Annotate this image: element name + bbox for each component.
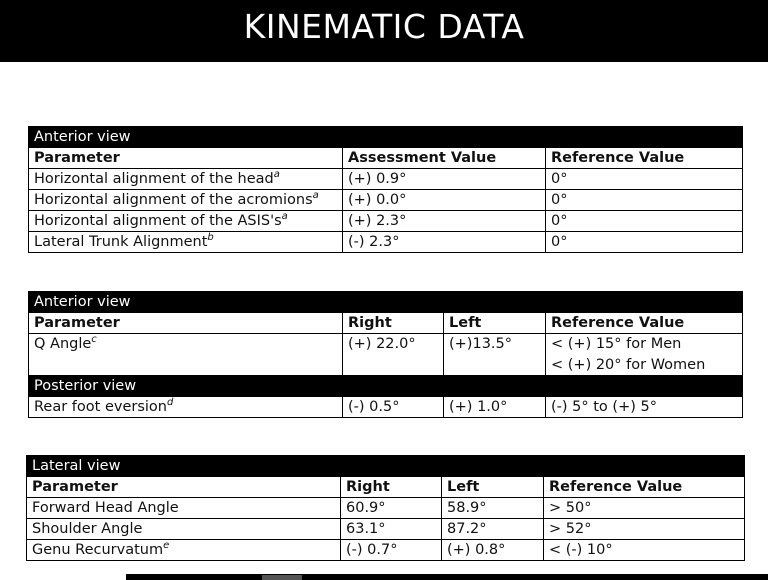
table-row bbox=[29, 334, 743, 355]
column-header-parameter: Parameter bbox=[29, 148, 343, 169]
column-header-left: Left bbox=[442, 477, 544, 498]
assessment-cell: (+) 0.9° bbox=[343, 169, 546, 190]
left-cell: 58.9° bbox=[442, 498, 544, 519]
right-cell: 63.1° bbox=[341, 519, 442, 540]
parameter-cell: Horizontal alignment of the head$^a$ bbox=[29, 169, 343, 190]
table-row bbox=[29, 232, 743, 253]
parameter-cell: Genu Recurvatum$^e$ bbox=[27, 540, 341, 561]
lateral-table bbox=[26, 455, 745, 561]
reference-cell: 0° bbox=[546, 232, 743, 253]
reference-cell: 0° bbox=[546, 190, 743, 211]
anterior-posterior-table bbox=[28, 291, 743, 418]
column-header-reference: Reference Value bbox=[546, 313, 743, 334]
footer-bar bbox=[126, 574, 768, 580]
column-header-parameter: Parameter bbox=[29, 313, 343, 334]
right-cell: (-) 0.7° bbox=[341, 540, 442, 561]
section-heading-lateral: Lateral view bbox=[27, 456, 745, 477]
table-row bbox=[27, 519, 745, 540]
table-row bbox=[29, 169, 743, 190]
left-cell: (+)13.5° bbox=[444, 334, 546, 376]
right-cell: (+) 22.0° bbox=[343, 334, 444, 376]
column-header-reference: Reference Value bbox=[544, 477, 745, 498]
footnote-marker: c bbox=[91, 334, 97, 346]
footnote-marker: a bbox=[281, 211, 288, 223]
parameter-cell: Horizontal alignment of the acromions$^a$ bbox=[29, 190, 343, 211]
table-row bbox=[29, 211, 743, 232]
reference-cell: < (+) 15° for Men bbox=[546, 334, 743, 355]
table-row bbox=[27, 540, 745, 561]
page-title: KINEMATIC DATA bbox=[0, 0, 768, 62]
footer-bar-accent bbox=[262, 575, 302, 580]
column-header-right: Right bbox=[343, 313, 444, 334]
parameter-cell: Lateral Trunk Alignment$^b$ bbox=[29, 232, 343, 253]
left-cell: (+) 0.8° bbox=[442, 540, 544, 561]
footnote-marker: d bbox=[166, 397, 174, 409]
reference-cell: 0° bbox=[546, 211, 743, 232]
reference-cell: < (+) 20° for Women bbox=[546, 355, 743, 376]
parameter-cell: Horizontal alignment of the $ASIS's^a$ bbox=[29, 211, 343, 232]
left-cell: (+) 1.0° bbox=[444, 397, 546, 418]
parameter-cell: Forward Head Angle bbox=[27, 498, 341, 519]
column-header-assessment: Assessment Value bbox=[343, 148, 546, 169]
left-cell: 87.2° bbox=[442, 519, 544, 540]
anterior-assessment-table bbox=[28, 126, 743, 253]
parameter-cell: Q Angle$^c$ bbox=[29, 334, 343, 376]
column-header-left: Left bbox=[444, 313, 546, 334]
column-header-right: Right bbox=[341, 477, 442, 498]
reference-cell: < (-) 10° bbox=[544, 540, 745, 561]
footnote-marker: b bbox=[207, 232, 214, 244]
column-header-reference: Reference Value bbox=[546, 148, 743, 169]
parameter-cell: Shoulder Angle bbox=[27, 519, 341, 540]
assessment-cell: (-) 2.3° bbox=[343, 232, 546, 253]
reference-cell: 0° bbox=[546, 169, 743, 190]
section-heading-anterior: Anterior view bbox=[29, 292, 743, 313]
assessment-cell: (+) 2.3° bbox=[343, 211, 546, 232]
reference-cell: > 50° bbox=[544, 498, 745, 519]
reference-cell: (-) 5° to (+) 5° bbox=[546, 397, 743, 418]
footnote-marker: a bbox=[312, 190, 319, 202]
table-row bbox=[27, 498, 745, 519]
column-header-parameter: Parameter bbox=[27, 477, 341, 498]
section-heading-anterior: Anterior view bbox=[29, 127, 743, 148]
right-cell: (-) 0.5° bbox=[343, 397, 444, 418]
footnote-marker: a bbox=[273, 169, 280, 181]
section-heading-posterior: Posterior view bbox=[29, 376, 743, 397]
reference-cell: > 52° bbox=[544, 519, 745, 540]
assessment-cell: (+) 0.0° bbox=[343, 190, 546, 211]
table-row bbox=[29, 397, 743, 418]
right-cell: 60.9° bbox=[341, 498, 442, 519]
footnote-marker: e bbox=[163, 540, 170, 552]
parameter-cell: Rear foot eversion$^d$ bbox=[29, 397, 343, 418]
table-row bbox=[29, 190, 743, 211]
